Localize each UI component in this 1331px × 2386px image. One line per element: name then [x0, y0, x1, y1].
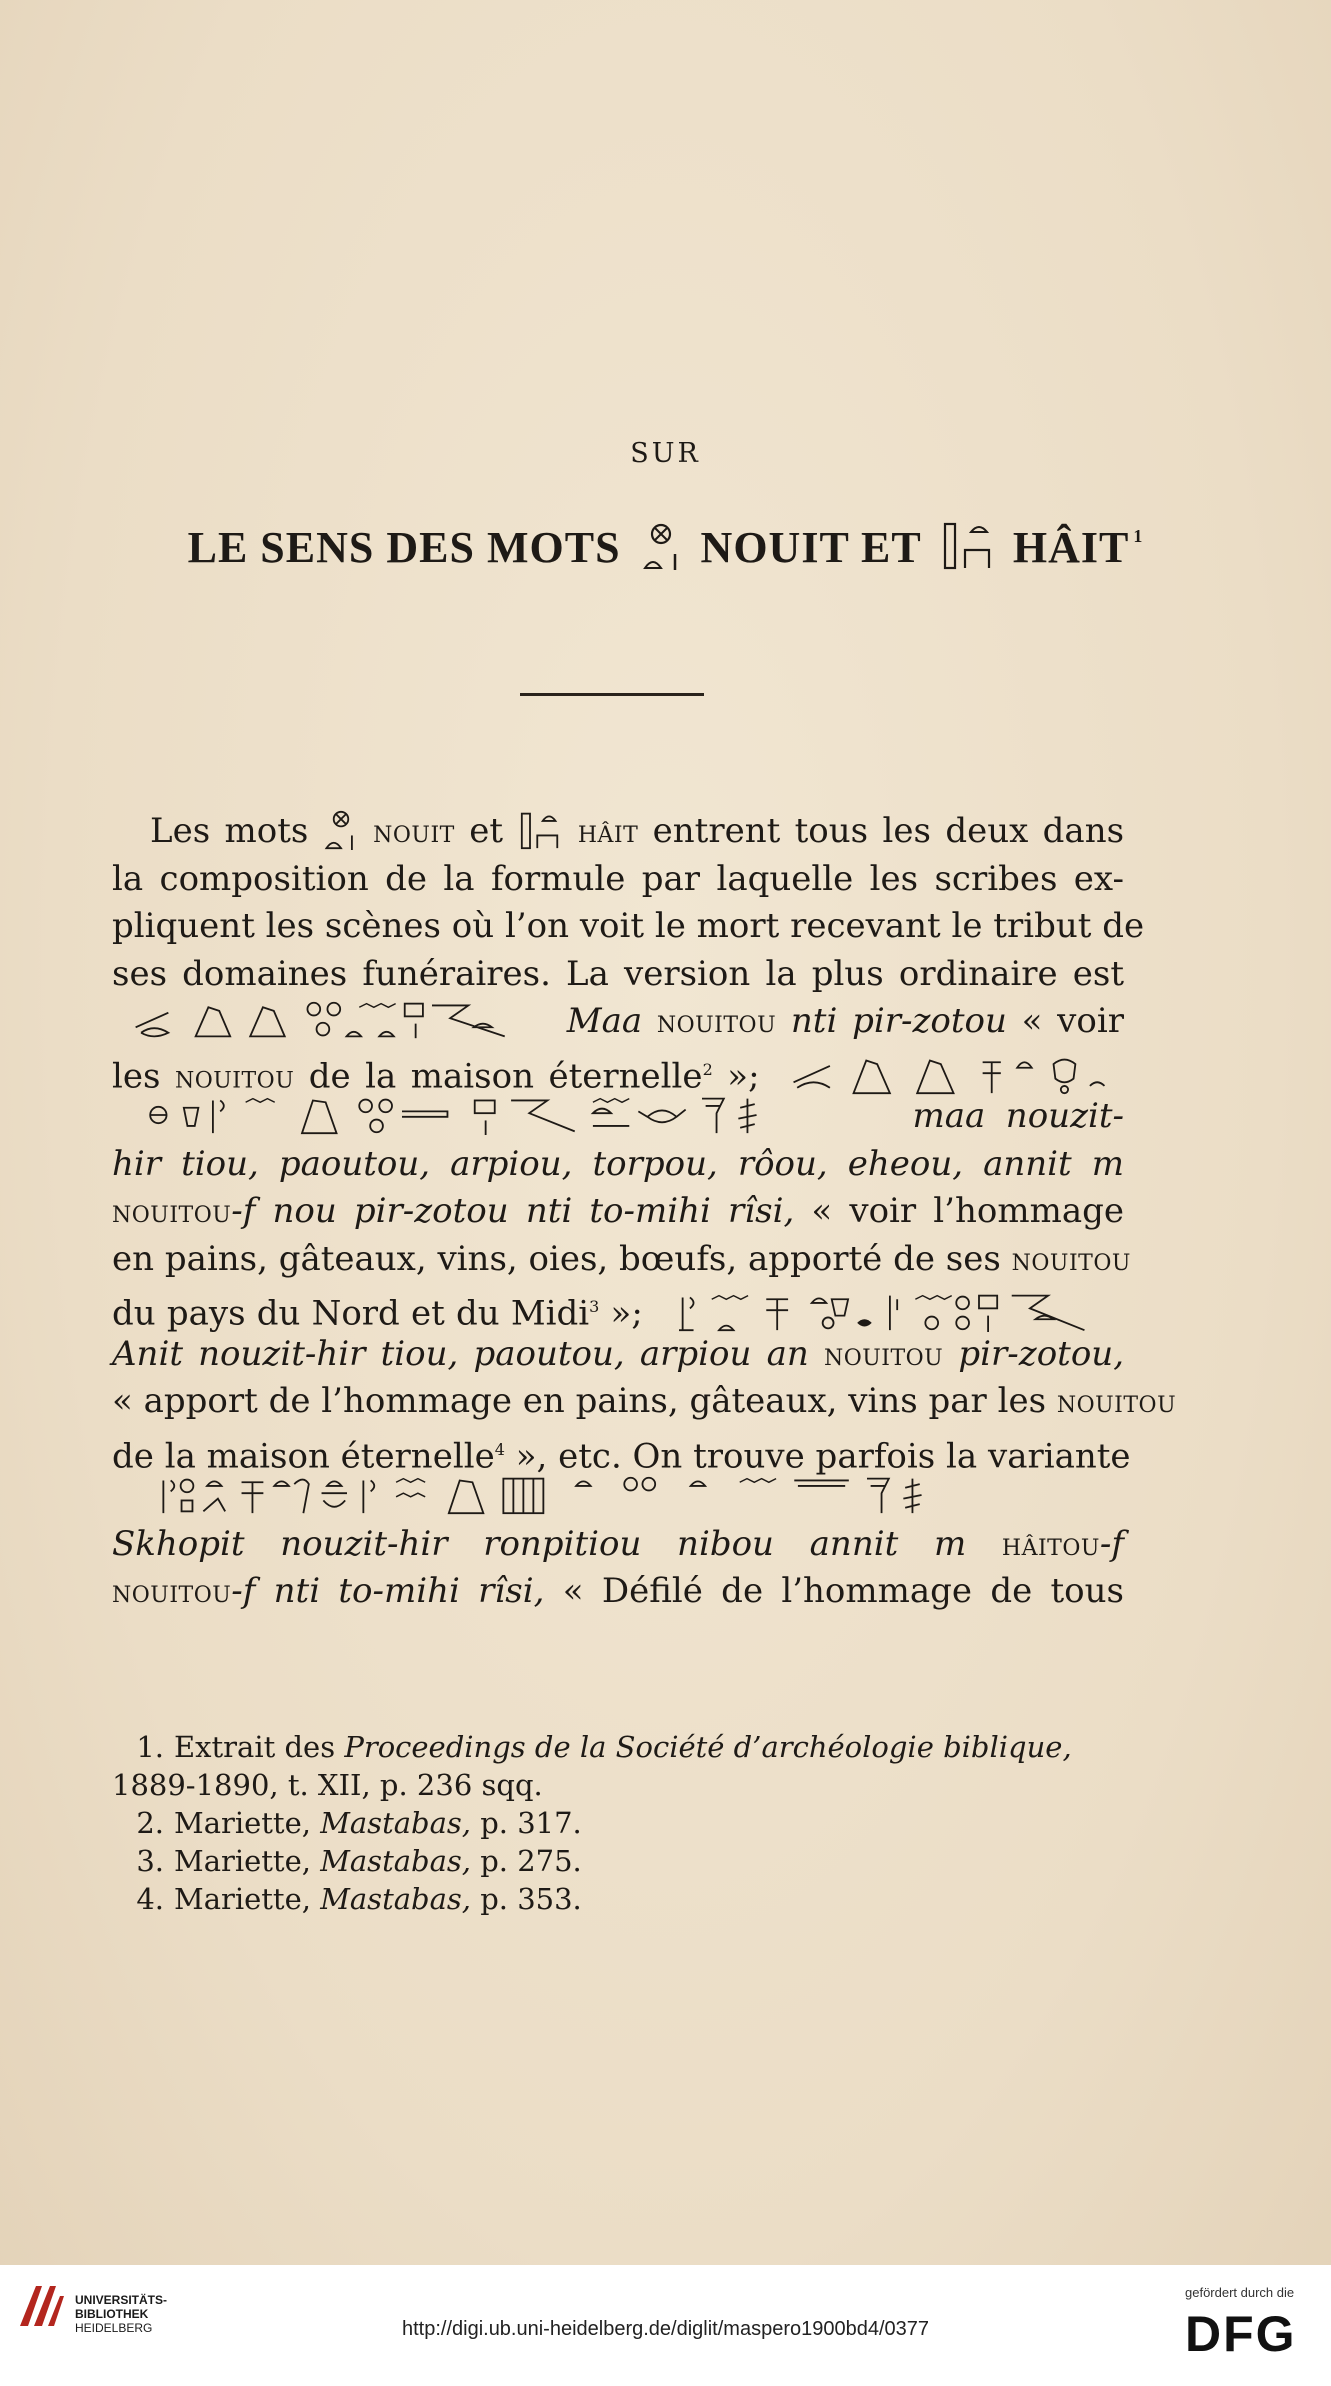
- body-line-13: [112, 1378, 1177, 1426]
- text-run: -f nti to-mihi rîsi,: [231, 1571, 545, 1611]
- title-part2: NOUIT ET: [700, 523, 921, 572]
- text-run: hâitou: [1001, 1526, 1100, 1563]
- footnote-number: 1.: [136, 1730, 164, 1764]
- footnote-1: [112, 1728, 1124, 1766]
- page-title: [0, 518, 1331, 583]
- text-run: hâit: [577, 814, 639, 850]
- footnote-marker: 3: [589, 1297, 600, 1316]
- library-line: BIBLIOTHEK: [75, 2307, 149, 2321]
- library-line: HEIDELBERG: [75, 2321, 153, 2335]
- text-run: nouitou: [174, 1058, 295, 1095]
- text-run: -f: [1099, 1523, 1124, 1564]
- hieroglyph-nouit-icon: [641, 522, 681, 583]
- body-paragraph: [112, 808, 1177, 1616]
- body-line-5: [112, 998, 1124, 1046]
- text-run: -f nou pir-zotou nti to-mihi rîsi,: [231, 1191, 795, 1231]
- text-run: de la maison éternelle: [308, 1055, 703, 1096]
- footnote-number: 2.: [136, 1806, 164, 1840]
- text-run: pir-zotou,: [958, 1333, 1125, 1374]
- hieroglyph-nouit-icon: [323, 810, 359, 850]
- text-run: nouitou: [112, 1194, 232, 1230]
- body-line-15: [112, 1473, 1124, 1521]
- text-run: nouitou: [656, 1004, 777, 1040]
- text-run: », etc. On trouve parfois la variante: [515, 1435, 1131, 1476]
- hieroglyph-group-icon: [112, 1475, 1122, 1515]
- body-line-4: ses domaines funéraires. La version la plus ordinaire est: [112, 953, 1124, 994]
- text-run: du pays du Nord et du Midi: [112, 1293, 590, 1334]
- body-line-3: pliquent les scènes où l’on voit le mort recevant le tribut de: [112, 906, 1145, 946]
- body-line-7: [112, 1093, 1124, 1141]
- text-run: Proceedings de la Société d’archéologie biblique,: [344, 1730, 1072, 1764]
- body-line-1: [112, 808, 1124, 856]
- text-run: Mastabas,: [320, 1806, 471, 1840]
- body-line-6: [112, 1046, 1124, 1094]
- text-run: maa nouzit-: [912, 1096, 1125, 1136]
- text-run: nouitou: [823, 1336, 944, 1373]
- text-run: Mastabas,: [320, 1882, 471, 1916]
- hieroglyph-group-icon: [112, 1095, 892, 1135]
- footnote-marker: 2: [702, 1059, 713, 1079]
- text-run: de la maison éternelle: [112, 1435, 495, 1476]
- text-run: « Défilé de l’hommage de tous: [562, 1571, 1124, 1611]
- footnote-1-continuation: 1889-1890, t. XII, p. 236 sqq.: [112, 1768, 543, 1802]
- body-line-2: la composition de la formule par laquelle les scribes ex-: [112, 858, 1124, 899]
- text-run: Maa: [566, 1001, 643, 1041]
- text-run: p. 317.: [480, 1806, 582, 1840]
- text-run: « apport de l’hommage en pains, gâteaux, vins par les: [112, 1381, 1047, 1421]
- text-run: Mastabas,: [320, 1844, 471, 1878]
- text-run: et: [469, 811, 504, 851]
- text-run: »;: [610, 1293, 643, 1334]
- body-line-16: [112, 1521, 1124, 1569]
- hieroglyph-group-icon: [654, 1292, 1124, 1332]
- text-run: entrent tous les deux dans: [652, 811, 1125, 851]
- text-run: nti pir-zotou: [790, 1001, 1007, 1041]
- text-run: Mariette,: [174, 1882, 311, 1916]
- dfg-logo: DFG: [1185, 2306, 1297, 2362]
- text-run: p. 275.: [480, 1844, 582, 1878]
- body-line-8: hir tiou, paoutou, arpiou, torpou, rôou, eheou, annit m: [112, 1143, 1124, 1184]
- text-run: Skhopit nouzit-hir ronpitiou nibou annit m: [112, 1523, 967, 1564]
- body-line-10: [112, 1236, 1131, 1284]
- text-run: nouitou: [112, 1574, 232, 1610]
- text-run: Mariette,: [174, 1844, 311, 1878]
- library-line: UNIVERSITÄTS-: [75, 2293, 168, 2307]
- text-run: nouit: [373, 814, 455, 850]
- text-run: p. 353.: [480, 1882, 582, 1916]
- text-run: en pains, gâteaux, vins, oies, bœufs, apporté de ses: [112, 1238, 1001, 1279]
- text-run: « voir: [1021, 1001, 1124, 1041]
- heading-sur: SUR: [630, 438, 701, 469]
- footnote-3: [112, 1842, 1124, 1880]
- footnote-number: 3.: [136, 1844, 164, 1878]
- body-line-14: [112, 1426, 1131, 1476]
- text-run: Extrait des: [174, 1730, 336, 1764]
- title-part3: HÂIT: [1012, 523, 1130, 572]
- text-run: les: [112, 1055, 161, 1096]
- title-divider: [520, 693, 704, 696]
- page-url-link[interactable]: http://digi.ub.uni-heidelberg.de/diglit/maspero1900bd4/0377: [401, 2318, 930, 2340]
- body-line-17: [112, 1568, 1124, 1616]
- hieroglyph-group-icon: [112, 1000, 552, 1040]
- hieroglyph-hait-icon: [517, 810, 563, 850]
- text-run: nouitou: [1056, 1384, 1177, 1420]
- text-run: »;: [727, 1055, 760, 1096]
- body-line-9: [112, 1188, 1124, 1236]
- title-footnote-marker: 1: [1133, 526, 1144, 546]
- footnote-number: 4.: [136, 1882, 164, 1916]
- body-line-11: [112, 1283, 1124, 1334]
- text-run: « voir l’hommage: [811, 1191, 1124, 1231]
- text-run: Anit nouzit-hir tiou, paoutou, arpiou an: [112, 1333, 809, 1374]
- footnote-2: [112, 1804, 1124, 1842]
- footnotes: [112, 1728, 1124, 1918]
- text-run: Mariette,: [174, 1806, 311, 1840]
- footnote-marker: 4: [494, 1439, 505, 1459]
- text-run: Les mots: [150, 811, 309, 851]
- hieroglyph-hait-icon: [941, 518, 993, 583]
- hieroglyph-group-icon: [774, 1055, 1124, 1095]
- text-run: nouitou: [1011, 1241, 1131, 1278]
- body-line-12: [112, 1331, 1124, 1379]
- title-part1: LE SENS DES MOTS: [187, 523, 621, 572]
- funding-label: gefördert durch die: [1185, 2285, 1295, 2300]
- footnote-4: [112, 1880, 1124, 1918]
